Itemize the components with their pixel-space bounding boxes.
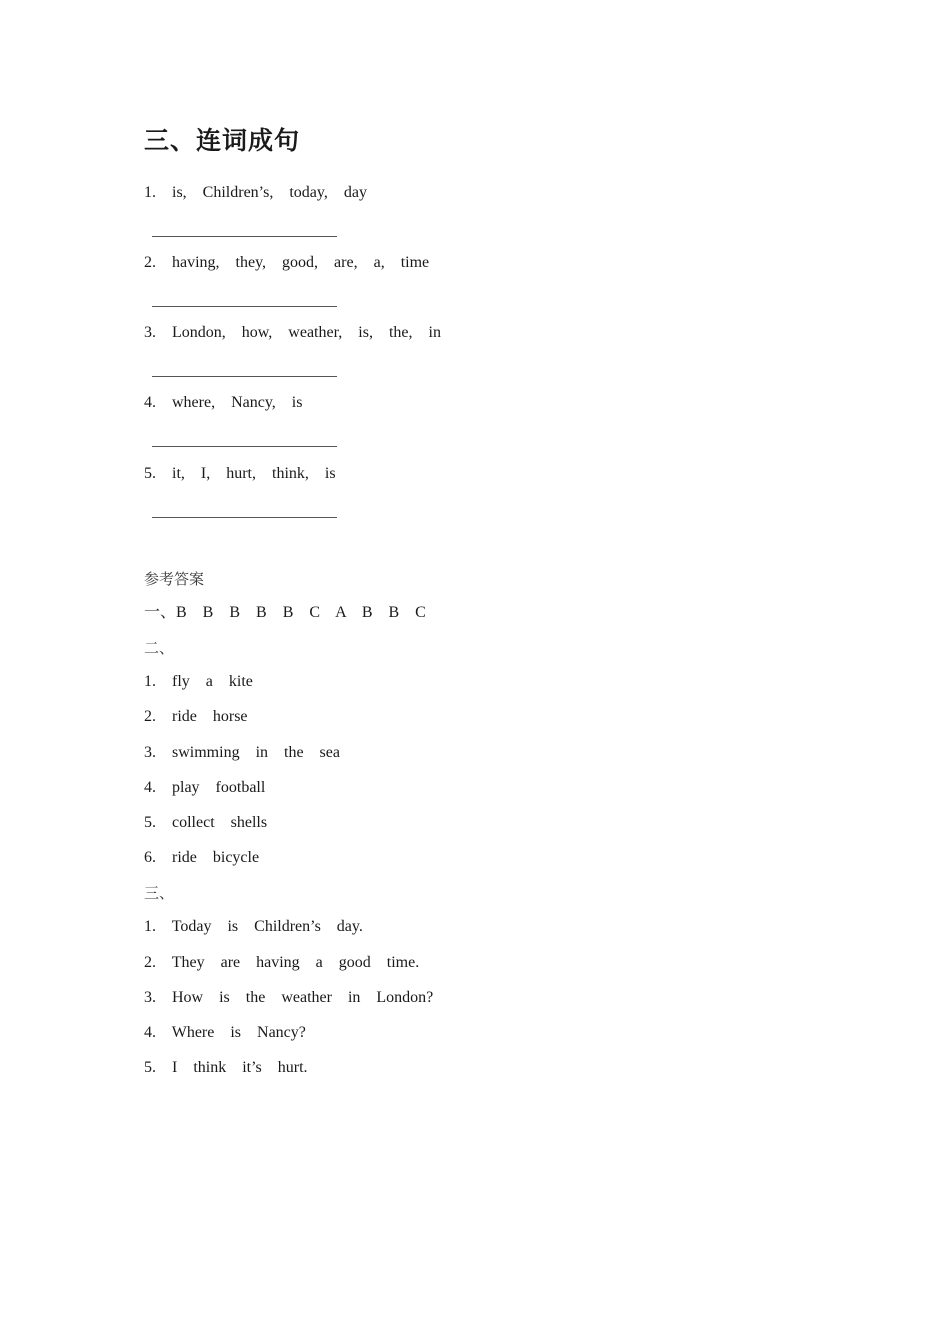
answer-part3-item: 2. They are having a good time. (144, 954, 420, 971)
question-2: 2. having, they, good, are, a, time (144, 254, 430, 271)
answer-blank-4 (152, 446, 337, 447)
answers-part2-label: 二、 (144, 639, 175, 657)
question-1: 1. is, Children’s, today, day (144, 184, 367, 201)
answer-blank-3 (152, 376, 337, 377)
question-4: 4. where, Nancy, is (144, 394, 303, 411)
answers-heading: 参考答案 (144, 570, 205, 588)
answers-part3-label: 三、 (144, 884, 175, 902)
answer-part3-item: 1. Today is Children’s day. (144, 918, 363, 935)
answer-part2-item: 3. swimming in the sea (144, 744, 340, 761)
answer-part2-item: 1. fly a kite (144, 673, 253, 690)
answer-part3-item: 4. Where is Nancy? (144, 1024, 306, 1041)
question-3: 3. London, how, weather, is, the, in (144, 324, 441, 341)
answer-blank-1 (152, 236, 337, 237)
section-title: 三、连词成句 (144, 126, 301, 155)
answer-part3-item: 3. How is the weather in London? (144, 989, 434, 1006)
answer-part2-item: 2. ride horse (144, 708, 248, 725)
answer-blank-2 (152, 306, 337, 307)
answer-part2-item: 4. play football (144, 779, 266, 796)
answer-part2-item: 5. collect shells (144, 814, 268, 831)
question-5: 5. it, I, hurt, think, is (144, 465, 336, 482)
answer-part3-item: 5. I think it’s hurt. (144, 1059, 308, 1076)
answers-part1: 一、B B B B B C A B B C (144, 604, 426, 621)
answer-part2-item: 6. ride bicycle (144, 849, 260, 866)
answer-blank-5 (152, 517, 337, 518)
